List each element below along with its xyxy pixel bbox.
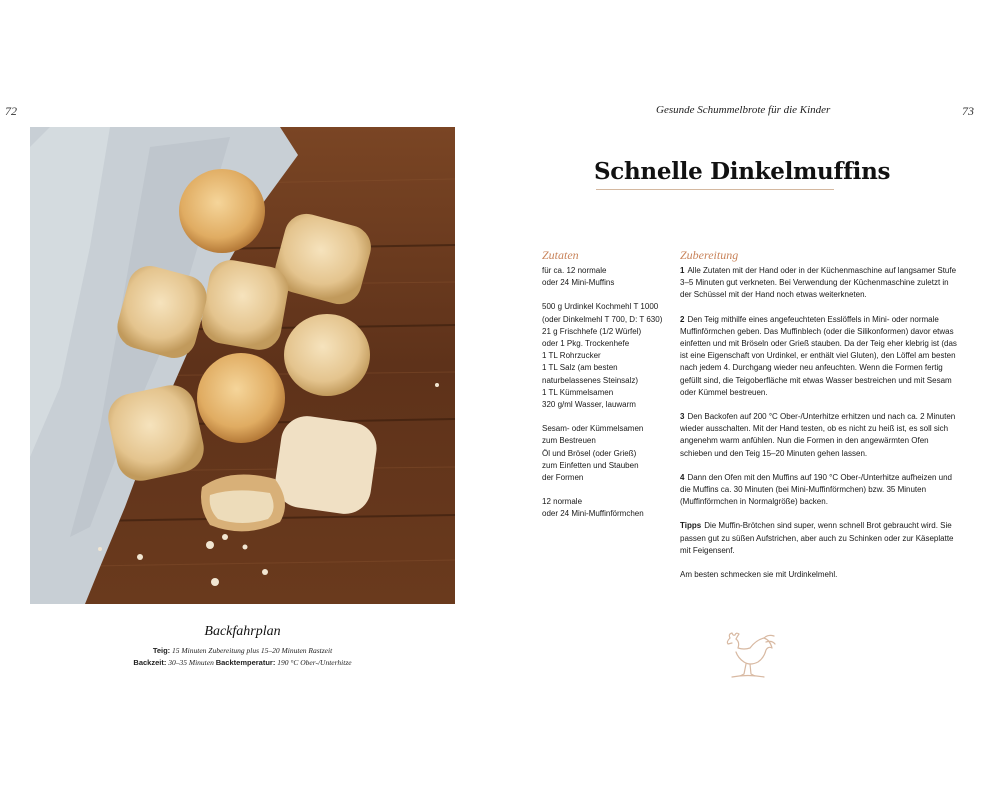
page-number-left: 72 — [5, 104, 17, 118]
ingredient-line: für ca. 12 normale — [542, 266, 607, 275]
step-text: Dann den Ofen mit den Muffins auf 190 °C Ober-/Unterhitze aufheizen und die Muffins ca. 30 Minuten (bei Mini-Muffinförmchen) bzw. 35 Minuten (Muffinförmchen in Normalgröße) backen. — [680, 472, 952, 507]
ingredient-line: 1 TL Rohrzucker — [542, 351, 601, 361]
temperatur-value: 190 °C Ober-/Unterhitze — [277, 658, 352, 667]
ingredient-line: 12 normale — [542, 497, 583, 507]
step-text: Den Teig mithilfe eines angefeuchteten Esslöffels in Mini- oder normale Muffinförmchen geben. Das Muffinblech (oder die Silikonformen) davor etwas einfetten und mit Bröseln oder Grieß stauben. Da der Teig eher klebrig ist (das ist eine Eigenschaft von Urdinkel, er enthält viel Gluten), den Löffel am besten nach jedem 4. Durchgang wieder neu anfeuchten. Wenn die Formen fertig gefüllt sind, die Teigoberfläche mit etwas Wasser bestreichen und mit Sesam oder Kümmel bestreuen. — [680, 314, 957, 397]
ingredient-line: 1 TL Kümmelsamen — [542, 387, 614, 397]
teig-label: Teig: — [152, 646, 171, 655]
zutaten-heading: Zutaten — [542, 248, 579, 262]
ingredient-line: 320 g/ml Wasser, lauwarm — [542, 400, 636, 410]
running-head: Gesunde Schummelbrote für die Kinder — [656, 104, 831, 116]
step-1 — [680, 265, 960, 302]
ingredient-line: der Formen — [542, 473, 584, 483]
tipps — [680, 520, 960, 557]
teig-value: 15 Minuten Zubereitung plus 15–20 Minuten Rastzeit — [172, 646, 333, 655]
recipe-title: Schnelle Dinkelmuffins — [594, 158, 891, 185]
ingredient-line: oder 1 Pkg. Trockenhefe — [542, 339, 630, 349]
tipps-label: Tipps — [680, 521, 702, 531]
ingredient-line: 1 TL Salz (am besten — [542, 363, 618, 373]
ingredient-line: 21 g Frischhefe (1/2 Würfel) — [542, 326, 642, 336]
ingredient-line: naturbelassenes Steinsalz) — [542, 375, 639, 385]
ingredient-line: Sesam- oder Kümmelsamen — [542, 424, 644, 434]
backfahrplan-teig — [30, 646, 455, 655]
step-number: 1 — [680, 266, 685, 275]
ingredient-line: oder 24 Mini-Muffinförmchen — [542, 509, 644, 519]
step-text: Alle Zutaten mit der Hand oder in der Küchenmaschine auf langsamer Stufe 3–5 Minuten gut verkneten. Bei Verwendung der Küchenmaschine zuletzt in der Schüssel mit der Hand noch etwas weiterkneten. — [680, 266, 957, 300]
ingredient-line: Öl und Brösel (oder Grieß) — [542, 448, 637, 458]
step-number: 3 — [680, 412, 685, 422]
ingredient-list — [542, 265, 672, 521]
backfahrplan-title: Backfahrplan — [204, 624, 281, 639]
temperatur-label: Backtemperatur: — [215, 658, 276, 667]
backzeit-label: Backzeit: — [133, 658, 167, 667]
ingredient-line: 500 g Urdinkel Kochmehl T 1000 — [542, 302, 659, 312]
muffin-photo — [30, 127, 455, 604]
backzeit-value: 30–35 Minuten — [168, 658, 214, 667]
zubereitung-heading: Zubereitung — [680, 248, 739, 262]
step-number: 2 — [680, 314, 685, 324]
tipps-text: Die Muffin-Brötchen sind super, wenn schnell Brot gebraucht wird. Sie passen gut zu süßen Aufstrichen, aber auch zu Schinken oder zur Käseplatte mit Feigensenf. — [680, 521, 954, 555]
step-4 — [680, 472, 960, 509]
step-3 — [680, 411, 960, 460]
step-list — [680, 265, 960, 593]
ingredient-line: zum Einfetten und Stauben — [542, 460, 639, 470]
page-number-right: 73 — [962, 104, 974, 118]
step-text: Den Backofen auf 200 °C Ober-/Unterhitze erhitzen und nach ca. 2 Minuten wieder ausschalten. Mit der Hand testen, ob es nicht zu heiß ist, es soll sich angenehm warm anfühlen. Nun die Formen in den angewärmten Ofen schieben und den Teig 15–20 Minuten gehen lassen. — [680, 412, 956, 458]
ingredient-line: zum Bestreuen — [542, 436, 596, 446]
title-underline — [596, 189, 834, 190]
closing-note: Am besten schmecken sie mit Urdinkelmehl. — [680, 570, 838, 580]
step-2 — [680, 314, 960, 399]
ingredient-line: oder 24 Mini-Muffins — [542, 278, 615, 288]
backfahrplan-backzeit — [30, 658, 455, 667]
ingredient-line: (oder Dinkelmehl T 700, D: T 630) — [542, 314, 663, 324]
rooster-icon — [720, 630, 776, 682]
step-number: 4 — [680, 472, 685, 482]
